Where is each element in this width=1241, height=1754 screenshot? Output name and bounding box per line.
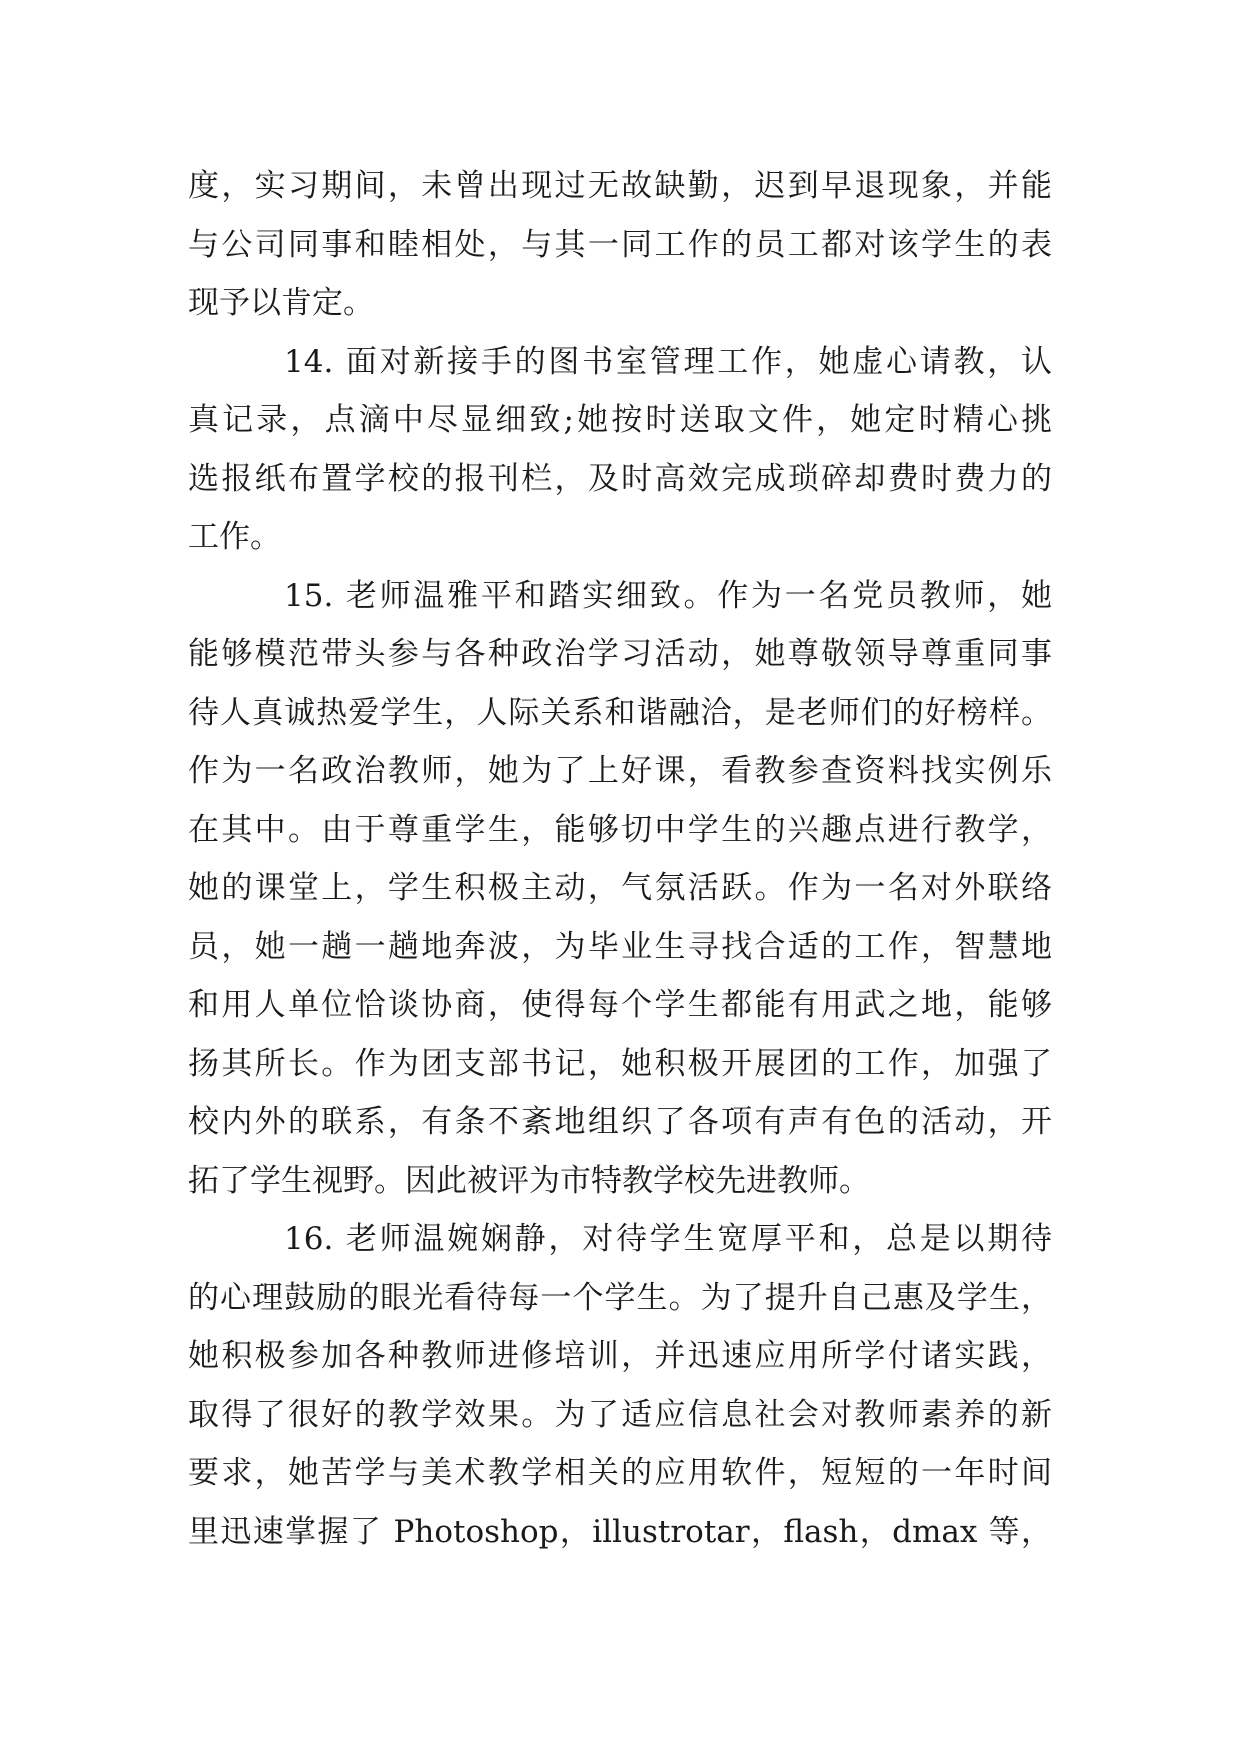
text-line: 度，实习期间，未曾出现过无故缺勤，迟到早退现象，并能 bbox=[188, 168, 1052, 204]
text-line: 真记录，点滴中尽显细致;她按时送取文件，她定时精心挑 bbox=[188, 402, 1052, 438]
text-line: 取得了很好的教学效果。为了适应信息社会对教师素养的新 bbox=[188, 1396, 1052, 1433]
text-line: 扬其所长。作为团支部书记，她积极开展团的工作，加强了 bbox=[188, 1045, 1052, 1082]
text-line: 与公司同事和睦相处，与其一同工作的员工都对该学生的表 bbox=[188, 226, 1052, 263]
text-line: 的心理鼓励的眼光看待每一个学生。为了提升自己惠及学生， bbox=[188, 1279, 1052, 1316]
text-line: 和用人单位恰谈协商，使得每个学生都能有用武之地，能够 bbox=[188, 987, 1052, 1023]
text-line: 能够模范带头参与各种政治学习活动，她尊敬领导尊重同事 bbox=[188, 636, 1052, 672]
text-line: 她的课堂上，学生积极主动，气氛活跃。作为一名对外联络 bbox=[188, 870, 1052, 906]
text-line: 拓了学生视野。因此被评为市特教学校先进教师。 bbox=[188, 1162, 870, 1199]
text-line: 她积极参加各种教师进修培训，并迅速应用所学付诸实践， bbox=[188, 1338, 1052, 1374]
text-line: 现予以肯定。 bbox=[188, 285, 374, 321]
paragraph-14-first-line: 14. 面对新接手的图书室管理工作，她虚心请教，认 bbox=[284, 343, 1052, 380]
paragraph-16-first-line: 16. 老师温婉娴静，对待学生宽厚平和，总是以期待 bbox=[284, 1221, 1052, 1257]
text-line: 作为一名政治教师，她为了上好课，看教参查资料找实例乐 bbox=[188, 753, 1052, 789]
text-line: 校内外的联系，有条不紊地组织了各项有声有色的活动，开 bbox=[188, 1104, 1052, 1140]
text-line: 在其中。由于尊重学生，能够切中学生的兴趣点进行教学， bbox=[188, 811, 1052, 848]
paragraph-15-first-line: 15. 老师温雅平和踏实细致。作为一名党员教师，她 bbox=[284, 577, 1052, 614]
text-line: 待人真诚热爱学生，人际关系和谐融洽，是老师们的好榜样。 bbox=[188, 694, 1052, 731]
text-line: 里迅速掌握了 Photoshop，illustrotar，flash，dmax 等， bbox=[188, 1513, 1052, 1550]
text-line: 工作。 bbox=[188, 519, 281, 555]
text-line: 选报纸布置学校的报刊栏，及时高效完成琐碎却费时费力的 bbox=[188, 460, 1052, 497]
text-line: 员，她一趟一趟地奔波，为毕业生寻找合适的工作，智慧地 bbox=[188, 928, 1052, 965]
document-body-text bbox=[188, 157, 1052, 1561]
text-line: 要求，她苦学与美术教学相关的应用软件，短短的一年时间 bbox=[188, 1455, 1052, 1491]
